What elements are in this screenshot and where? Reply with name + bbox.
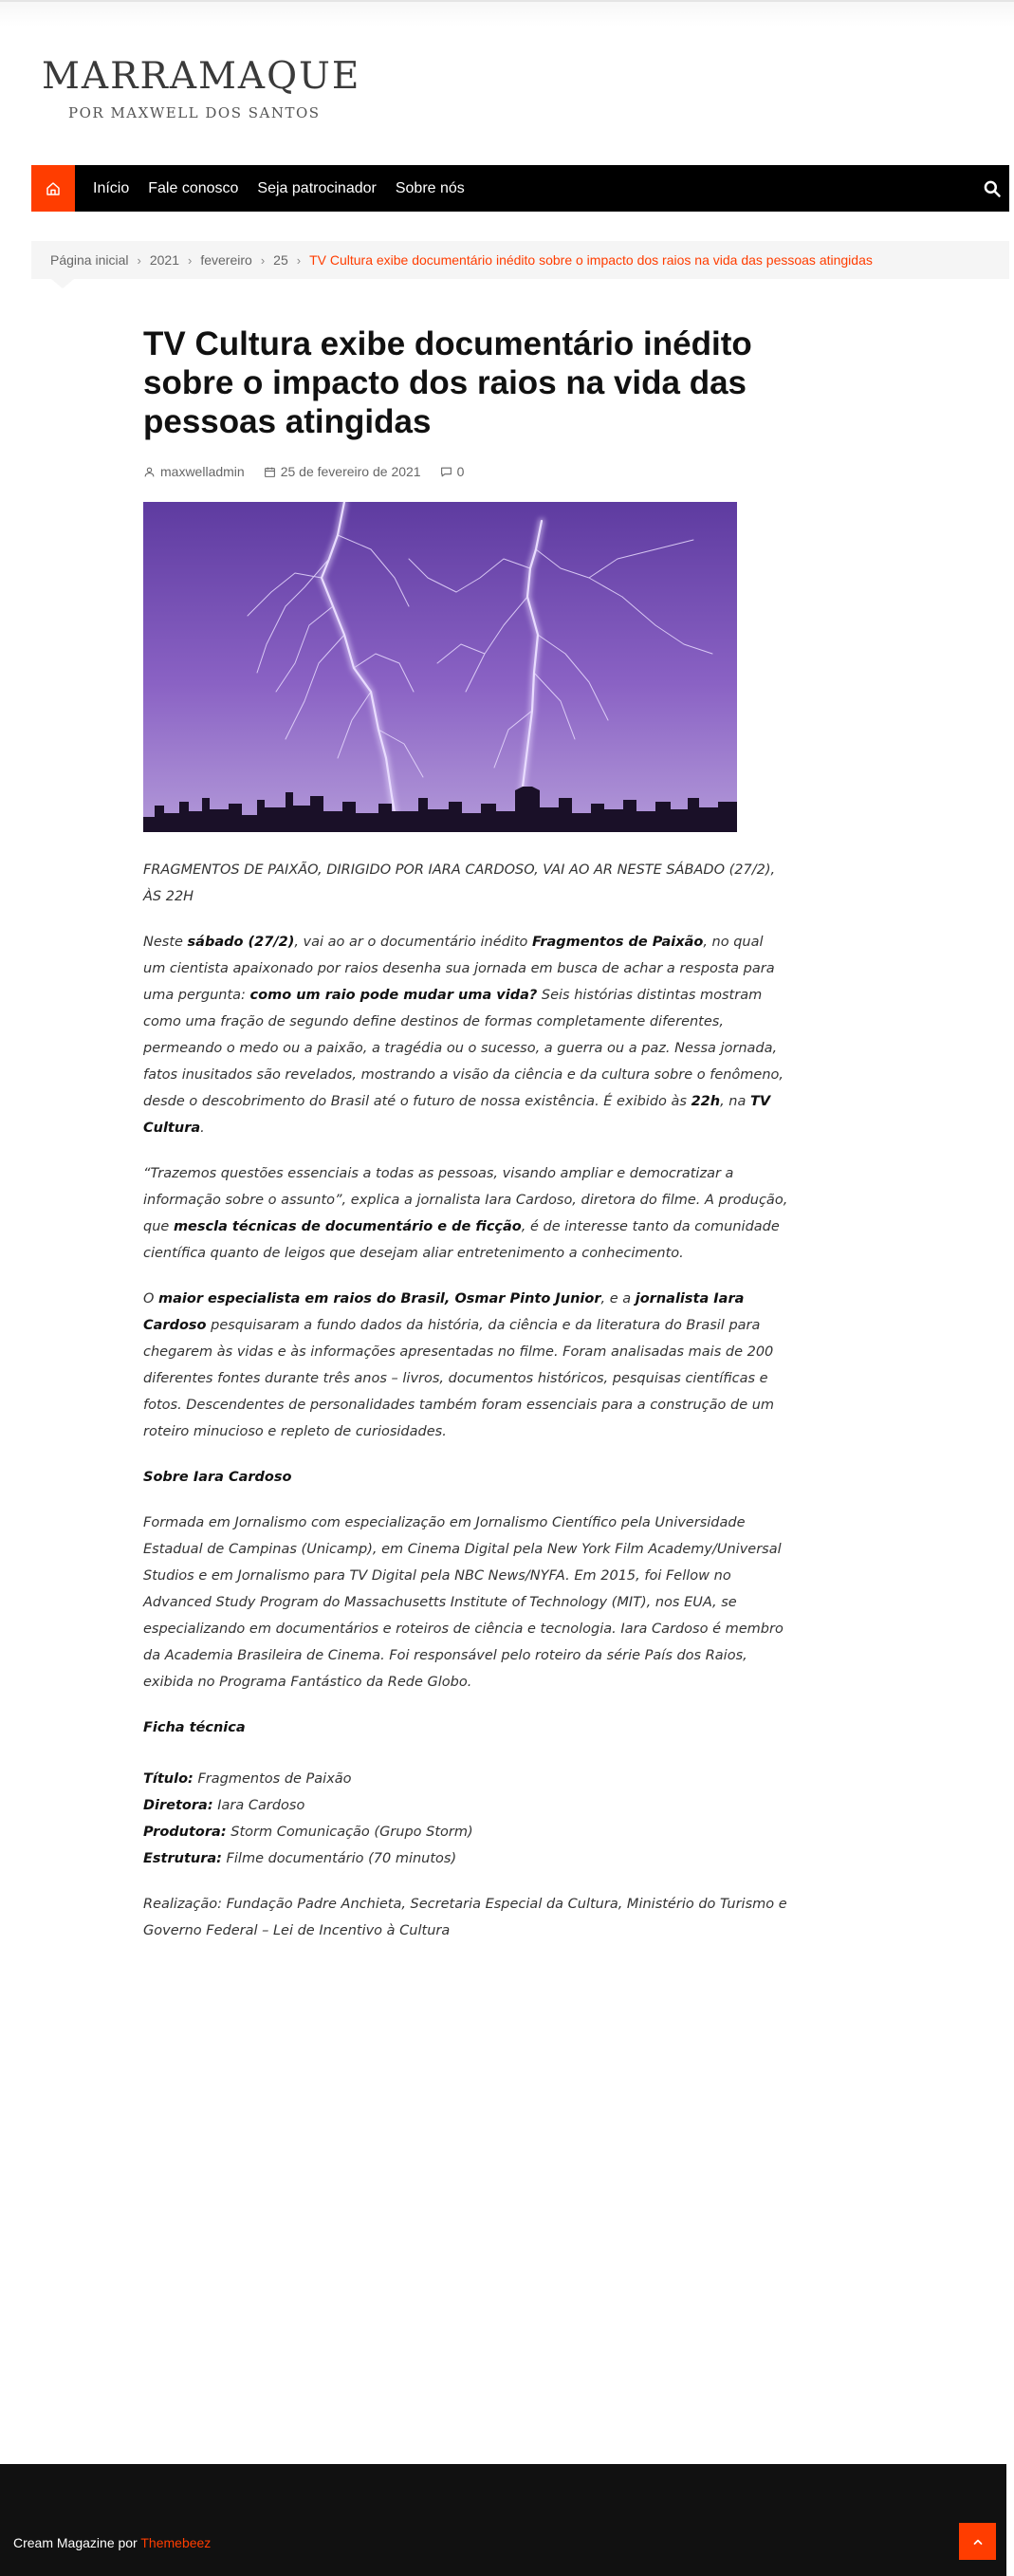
- user-icon: [143, 466, 156, 478]
- back-to-top-button[interactable]: [959, 2523, 996, 2560]
- about-text: Formada em Jornalismo com especialização em Jornalismo Científico pela Universidade Estadual de Campinas (Unicamp), em Cinema Digital pela New York Film Academy/Universal Studios e em Jornalismo para TV Digital pela NBC News/NYFA. Em 2015, foi Fellow no Advanced Study Program do Massachusetts Institute of Technology (MIT), nos EUA, se especializando em documentários e roteiros de ciência e tecnologia. Iara Cardoso é membro da Academia Brasileira de Cinema. Foi responsável pelo roteiro da série País dos Raios, exibida no Programa Fantástico da Rede Globo.: [143, 1515, 784, 1690]
- site-logo[interactable]: [42, 55, 361, 121]
- nav-item-inicio[interactable]: Início: [93, 179, 130, 196]
- breadcrumb-current: TV Cultura exibe documentário inédito sobre o impacto dos raios na vida das pessoas atingidas: [309, 252, 873, 268]
- ficha-heading: Ficha técnica: [143, 1720, 246, 1735]
- breadcrumb-day[interactable]: 25: [273, 252, 288, 268]
- chevron-up-icon: [972, 2536, 984, 2548]
- site-tagline: POR MAXWELL DOS SANTOS: [68, 104, 321, 121]
- search-button[interactable]: [983, 179, 1002, 198]
- breadcrumb-month[interactable]: fevereiro: [200, 252, 252, 268]
- article-paragraph-2: “Trazemos questões essenciais a todas as pessoas, visando ampliar e democratizar a informação sobre o assunto”, explica a jornalista Iara Cardoso, diretora do filme. A produção, que mescla técnicas de documentário e de ficção, é de interesse tanto da comunidade científica quanto de leigos que desejam aliar entretenimento a conhecimento.: [143, 1166, 788, 1261]
- article-lead: FRAGMENTOS DE PAIXÃO, DIRIGIDO POR IARA CARDOSO, VAI AO AR NESTE SÁBADO (27/2), ÀS 22H: [143, 862, 776, 904]
- themebeez-link[interactable]: Themebeez: [140, 2535, 212, 2550]
- breadcrumb-home[interactable]: Página inicial: [50, 252, 129, 268]
- site-title[interactable]: MARRAMAQUE: [42, 55, 361, 98]
- realizacao-text: Realização: Fundação Padre Anchieta, Secretaria Especial da Cultura, Ministério do Turismo e Governo Federal – Lei de Incentivo à Cultura: [143, 1897, 787, 1938]
- ficha-row: Produtora: Storm Comunicação (Grupo Storm): [143, 1825, 473, 1840]
- ficha-row: Título: Fragmentos de Paixão: [143, 1771, 352, 1787]
- calendar-icon: [264, 466, 276, 478]
- nav-menu: [83, 165, 474, 212]
- home-icon: [46, 181, 61, 196]
- featured-image-lightning: [143, 502, 737, 832]
- about-heading: Sobre Iara Cardoso: [143, 1470, 292, 1485]
- footer-credit: Cream Magazine por Themebeez: [13, 2535, 212, 2550]
- article-paragraph-3: O maior especialista em raios do Brasil, Osmar Pinto Junior, e a jornalista Iara Cardoso pesquisaram a fundo dados da história, da ciência e da literatura do Brasil para chegarem às vidas e às informações apresentadas no filme. Foram analisadas mais de 200 diferentes fontes durante três anos – livros, documentos históricos, pesquisas científicas e fotos. Descendentes de personalidades também foram essenciais para a construção de um roteiro minucioso e repleto de curiosidades.: [143, 1291, 775, 1439]
- meta-author[interactable]: [143, 464, 245, 479]
- article-paragraph-1: Neste sábado (27/2), vai ao ar o documentário inédito Fragmentos de Paixão, no qual um cientista apaixonado por raios desenha sua jornada em busca de achar a resposta para uma pergunta: como um raio pode mudar uma vida? Seis histórias distintas mostram como uma fração de segundo define destinos de formas completamente diferentes, permeando o medo ou a paixão, a tragédia ou o sucesso, a guerra ou a paz. Nessa jornada, fatos inusitados são revelados, mostrando a visão da ciência e da cultura sobre o fenômeno, desde o descobrimento do Brasil até o futuro de nossa existência. É exibido às 22h, na TV Cultura.: [143, 935, 784, 1136]
- ficha-row: Diretora: Iara Cardoso: [143, 1798, 305, 1813]
- article-meta: [143, 464, 788, 479]
- nav-home-button[interactable]: [31, 165, 75, 212]
- meta-comments[interactable]: [440, 464, 465, 479]
- breadcrumb: [31, 241, 1009, 279]
- main-navbar: [31, 165, 1009, 212]
- search-icon: [983, 179, 1002, 198]
- top-strip: [0, 0, 1014, 27]
- author-name[interactable]: maxwelladmin: [160, 464, 245, 479]
- article-title: TV Cultura exibe documentário inédito sobre o impacto dos raios na vida das pessoas atingidas: [143, 325, 752, 440]
- ficha-list: [143, 1766, 788, 1872]
- chevron-right-icon: ›: [188, 252, 193, 268]
- meta-date[interactable]: [264, 464, 421, 479]
- breadcrumb-year[interactable]: 2021: [149, 252, 179, 268]
- post-date[interactable]: 25 de fevereiro de 2021: [280, 464, 421, 479]
- chevron-right-icon: ›: [260, 252, 266, 268]
- nav-item-seja-patrocinador[interactable]: Seja patrocinador: [257, 179, 377, 196]
- comment-icon: [440, 466, 452, 478]
- article-content: [143, 857, 788, 1944]
- site-footer: [0, 2464, 1006, 2576]
- breadcrumb-pointer: [51, 279, 74, 288]
- ficha-row: Estrutura: Filme documentário (70 minutos): [143, 1851, 457, 1866]
- nav-item-sobre-nos[interactable]: Sobre nós: [395, 179, 465, 196]
- nav-item-fale-conosco[interactable]: Fale conosco: [148, 179, 239, 196]
- comment-count[interactable]: 0: [456, 464, 465, 479]
- chevron-right-icon: ›: [137, 252, 141, 268]
- article: [143, 324, 788, 1963]
- chevron-right-icon: ›: [296, 252, 302, 268]
